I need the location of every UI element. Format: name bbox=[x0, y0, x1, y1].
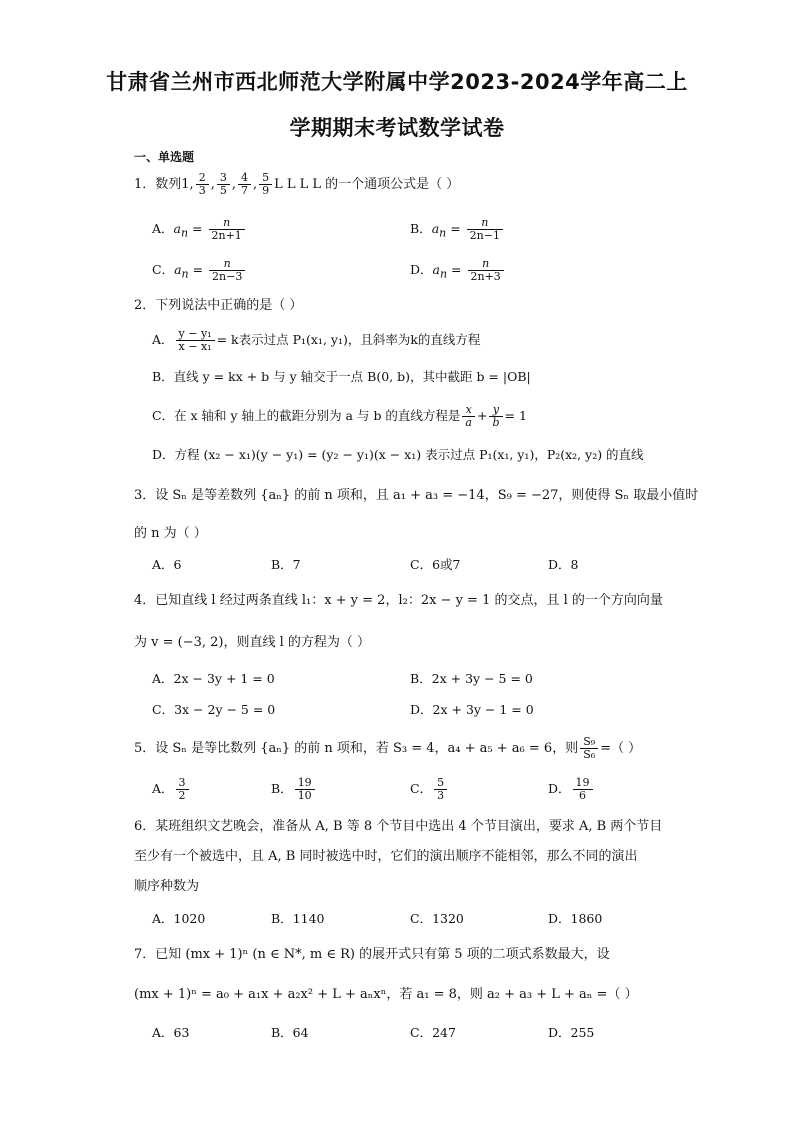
q2-option-d[interactable]: D．方程 (x₂ − x₁)(y − y₁) = (y₂ − y₁)(x − x₁) 表示过点 P₁(x₁, y₁)，P₂(x₂, y₂) 的直线 bbox=[152, 447, 644, 462]
q6-stem-line3: 顺序种数为 bbox=[134, 879, 200, 894]
q6-option-a[interactable]: A．1020 bbox=[152, 911, 206, 926]
q7-stem-line2: (mx + 1)ⁿ = a₀ + a₁x + a₂x² + L + aₙxⁿ，若 a₁ = 8，则 a₂ + a₃ + L + aₙ =（ ） bbox=[134, 987, 638, 1002]
q1-option-d[interactable]: D．$a_n$ = $\frac{n}{2n+3}$ bbox=[410, 258, 506, 284]
q3-stem-line1: 3．设 Sₙ 是等差数列 {aₙ} 的前 n 项和，且 a₁ + a₃ = −14，S₉ = −27，则使得 Sₙ 取最小值时 bbox=[134, 488, 699, 503]
section-heading: 一、单选题 bbox=[134, 150, 195, 164]
q3-option-c[interactable]: C．6或7 bbox=[410, 557, 461, 572]
q4-option-a[interactable]: A．2x − 3y + 1 = 0 bbox=[152, 671, 275, 686]
q6-option-d[interactable]: D．1860 bbox=[548, 911, 603, 926]
q5-option-a[interactable]: A． $\frac{3}{2}$ bbox=[152, 777, 191, 802]
q3-option-b[interactable]: B．7 bbox=[271, 557, 301, 572]
q4-stem-line2: 为 v = (−3, 2)，则直线 l 的方程为（ ） bbox=[134, 635, 371, 650]
q5-stem: 5．设 Sₙ 是等比数列 {aₙ} 的前 n 项和，若 S₃ = 4，a₄ + a₅ + a₆ = 6，则 $\frac{\text{S₉}}{\text{S₆}}$ =（ ） bbox=[134, 735, 642, 761]
q3-stem-line2: 的 n 为（ ） bbox=[134, 526, 207, 541]
exam-title-line1: 甘肃省兰州市西北师范大学附属中学2023-2024学年高二上 bbox=[106, 70, 688, 94]
q6-stem-line1: 6．某班组织文艺晚会，准备从 A, B 等 8 个节目中选出 4 个节目演出，要求 A, B 两个节目 bbox=[134, 819, 663, 834]
q7-option-c[interactable]: C．247 bbox=[410, 1025, 456, 1040]
q5-option-c[interactable]: C． $\frac{5}{3}$ bbox=[410, 777, 449, 802]
q3-option-d[interactable]: D．8 bbox=[548, 557, 579, 572]
q1-option-b[interactable]: B．$a_n$ = $\frac{n}{2n-1}$ bbox=[410, 217, 505, 243]
q1-option-c[interactable]: C．$a_n$ = $\frac{n}{2n-3}$ bbox=[152, 258, 247, 284]
q1-option-a[interactable]: A．$a_n$ = $\frac{n}{2n+1}$ bbox=[152, 217, 247, 243]
q3-option-a[interactable]: A．6 bbox=[152, 557, 182, 572]
q5-option-d[interactable]: D． $\frac{19}{6}$ bbox=[548, 777, 595, 802]
exam-title-line2: 学期期末考试数学试卷 bbox=[289, 116, 505, 140]
q4-option-b[interactable]: B．2x + 3y − 5 = 0 bbox=[410, 671, 533, 686]
q1-stem: 1．数列1, $\frac{2}{3}$ , $\frac{3}{5}$ , $\frac{4}{7}$ , $\frac{5}{9}$ L L L L 的一个通项公式是（ ） bbox=[134, 171, 460, 197]
q6-stem-line2: 至少有一个被选中，且 A, B 同时被选中时，它们的演出顺序不能相邻，那么不同的演出 bbox=[134, 849, 638, 864]
q4-option-c[interactable]: C．3x − 2y − 5 = 0 bbox=[152, 702, 276, 717]
q7-option-a[interactable]: A．63 bbox=[152, 1025, 190, 1040]
q4-stem-line1: 4．已知直线 l 经过两条直线 l₁：x + y = 2，l₂：2x − y = 1 的交点，且 l 的一个方向向量 bbox=[134, 593, 663, 608]
q7-stem-line1: 7．已知 (mx + 1)ⁿ (n ∈ N*, m ∈ R) 的展开式只有第 5 项的二项式系数最大，设 bbox=[134, 947, 610, 962]
q2-option-b[interactable]: B．直线 y = kx + b 与 y 轴交于一点 B(0, b)，其中截距 b = |OB| bbox=[152, 369, 531, 384]
q7-option-b[interactable]: B．64 bbox=[271, 1025, 309, 1040]
q7-option-d[interactable]: D．255 bbox=[548, 1025, 595, 1040]
q4-option-d[interactable]: D．2x + 3y − 1 = 0 bbox=[410, 702, 534, 717]
q6-option-b[interactable]: B．1140 bbox=[271, 911, 325, 926]
q2-option-c[interactable]: C．在 x 轴和 y 轴上的截距分别为 a 与 b 的直线方程是 $\frac{x}{a}$ + $\frac{y}{b}$ = 1 bbox=[152, 403, 527, 429]
q6-option-c[interactable]: C．1320 bbox=[410, 911, 464, 926]
q5-option-b[interactable]: B． $\frac{19}{10}$ bbox=[271, 777, 317, 802]
q2-stem: 2．下列说法中正确的是（ ） bbox=[134, 298, 303, 313]
q2-option-a[interactable]: A． $\frac{\text{y − y₁}}{\text{x − x₁}}$ = k表示过点 P₁(x₁, y₁)，且斜率为k的直线方程 bbox=[152, 327, 481, 353]
